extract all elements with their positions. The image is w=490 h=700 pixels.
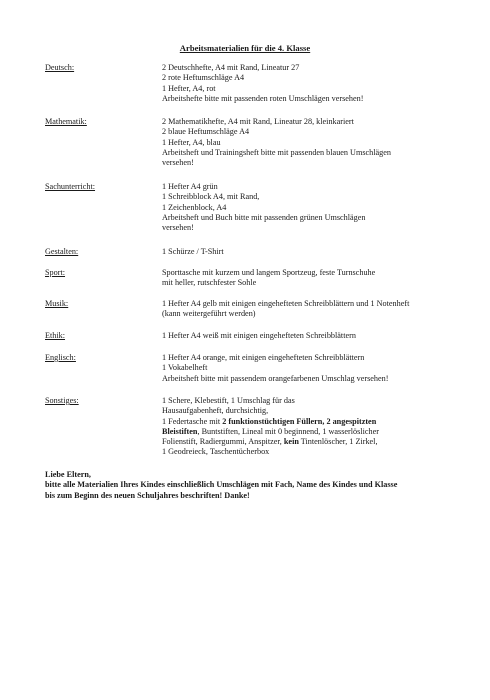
subject-sachunterricht: Sachunterricht: xyxy=(45,182,96,191)
item-line: 1 Hefter A4 gelb mit einigen eingehefteten Schreibblättern und 1 Notenheft xyxy=(162,299,410,308)
item-line: Arbeitsheft und Trainingsheft bitte mit passenden blauen Umschlägen xyxy=(162,147,391,157)
emphasis-text: 2 funktionstüchtigen Füllern, 2 angespitzten xyxy=(222,416,377,426)
item-line: Arbeitsheft und Buch bitte mit passenden grünen Umschlägen xyxy=(162,212,366,222)
item-line xyxy=(162,406,462,416)
item-line: 1 Hefter, A4, blau xyxy=(162,137,221,147)
text-run: Folienstift, Radiergummi, Anspitzer, xyxy=(162,437,284,447)
item-line: 1 Zeichenblock, A4 xyxy=(162,202,227,212)
closing-line: bitte alle Materialien Ihres Kindes einschließlich Umschlägen mit Fach, Name des Kindes und Klasse xyxy=(45,480,398,490)
item-line xyxy=(162,447,462,457)
items-ethik xyxy=(162,331,462,341)
items-sachunterricht xyxy=(162,182,462,233)
subject-musik: Musik: xyxy=(45,299,69,308)
subject-sport: Sport: xyxy=(45,268,66,277)
item-line: versehen! xyxy=(162,223,194,233)
subject-gestalten: Gestalten: xyxy=(45,247,79,256)
item-line: 2 blaue Heftumschläge A4 xyxy=(162,127,250,137)
item-line: 1 Hefter A4 weiß mit einigen eingehefteten Schreibblättern xyxy=(162,331,356,340)
document-title: Arbeitsmaterialien für die 4. Klasse xyxy=(179,43,311,53)
emphasis-text: Bleistiften xyxy=(162,426,198,436)
item-line: 1 Hefter, A4, rot xyxy=(162,83,216,93)
subject-englisch: Englisch: xyxy=(45,353,76,362)
items-sonstiges xyxy=(162,396,462,458)
item-line: 1 Vokabelheft xyxy=(162,363,208,373)
item-line: Sporttasche mit kurzem und langem Sportzeug, feste Turnschuhe xyxy=(162,268,376,277)
closing-line: bis zum Beginn des neuen Schuljahres beschriften! Danke! xyxy=(45,490,250,500)
item-line: Arbeitshefte bitte mit passenden roten Umschlägen versehen! xyxy=(162,93,364,103)
items-gestalten xyxy=(162,247,462,257)
item-line xyxy=(162,427,462,437)
subject-sonstiges: Sonstiges: xyxy=(45,396,79,405)
text-run: , Buntstiften, Lineal mit 0 beginnend, 1 wasserlöslicher xyxy=(197,426,379,436)
item-line: 2 Mathematikhefte, A4 mit Rand, Lineatur 28, kleinkariert xyxy=(162,117,354,126)
item-line: 1 Schürze / T-Shirt xyxy=(162,247,224,256)
text-run: Hausaufgabenheft, durchsichtig, xyxy=(162,406,269,416)
subject-ethik: Ethik: xyxy=(45,331,66,340)
text-run: 1 Federtasche mit xyxy=(162,416,223,426)
closing-note xyxy=(45,470,397,501)
item-line xyxy=(162,396,462,406)
item-line: mit heller, rutschfester Sohle xyxy=(162,278,257,288)
item-line xyxy=(162,437,462,447)
item-line: 1 Hefter A4 orange, mit einigen eingehefteten Schreibblättern xyxy=(162,353,365,362)
item-line: 2 rote Heftumschläge A4 xyxy=(162,73,245,83)
item-line: (kann weitergeführt werden) xyxy=(162,309,256,319)
emphasis-text: kein xyxy=(283,437,299,447)
text-run: Tintenlöscher, 1 Zirkel, xyxy=(298,437,378,447)
item-line: 2 Deutschhefte, A4 mit Rand, Lineatur 27 xyxy=(162,63,300,72)
items-sport xyxy=(162,268,462,289)
item-line: 1 Hefter A4 grün xyxy=(162,182,218,191)
items-musik xyxy=(162,299,462,320)
subject-deutsch: Deutsch: xyxy=(45,63,75,72)
item-line: Arbeitsheft bitte mit passendem orangefarbenen Umschlag versehen! xyxy=(162,373,389,383)
subject-mathematik: Mathematik: xyxy=(45,117,87,126)
text-run: 1 Geodreieck, Taschentücherbox xyxy=(162,447,270,457)
item-line: 1 Schreibblock A4, mit Rand, xyxy=(162,192,260,202)
item-line xyxy=(162,417,462,427)
item-line: versehen! xyxy=(162,158,194,168)
items-englisch xyxy=(162,353,462,384)
closing-greeting: Liebe Eltern, xyxy=(45,470,91,479)
items-deutsch xyxy=(162,63,462,104)
text-run: 1 Schere, Klebestift, 1 Umschlag für das xyxy=(162,396,295,405)
items-mathematik xyxy=(162,117,462,168)
